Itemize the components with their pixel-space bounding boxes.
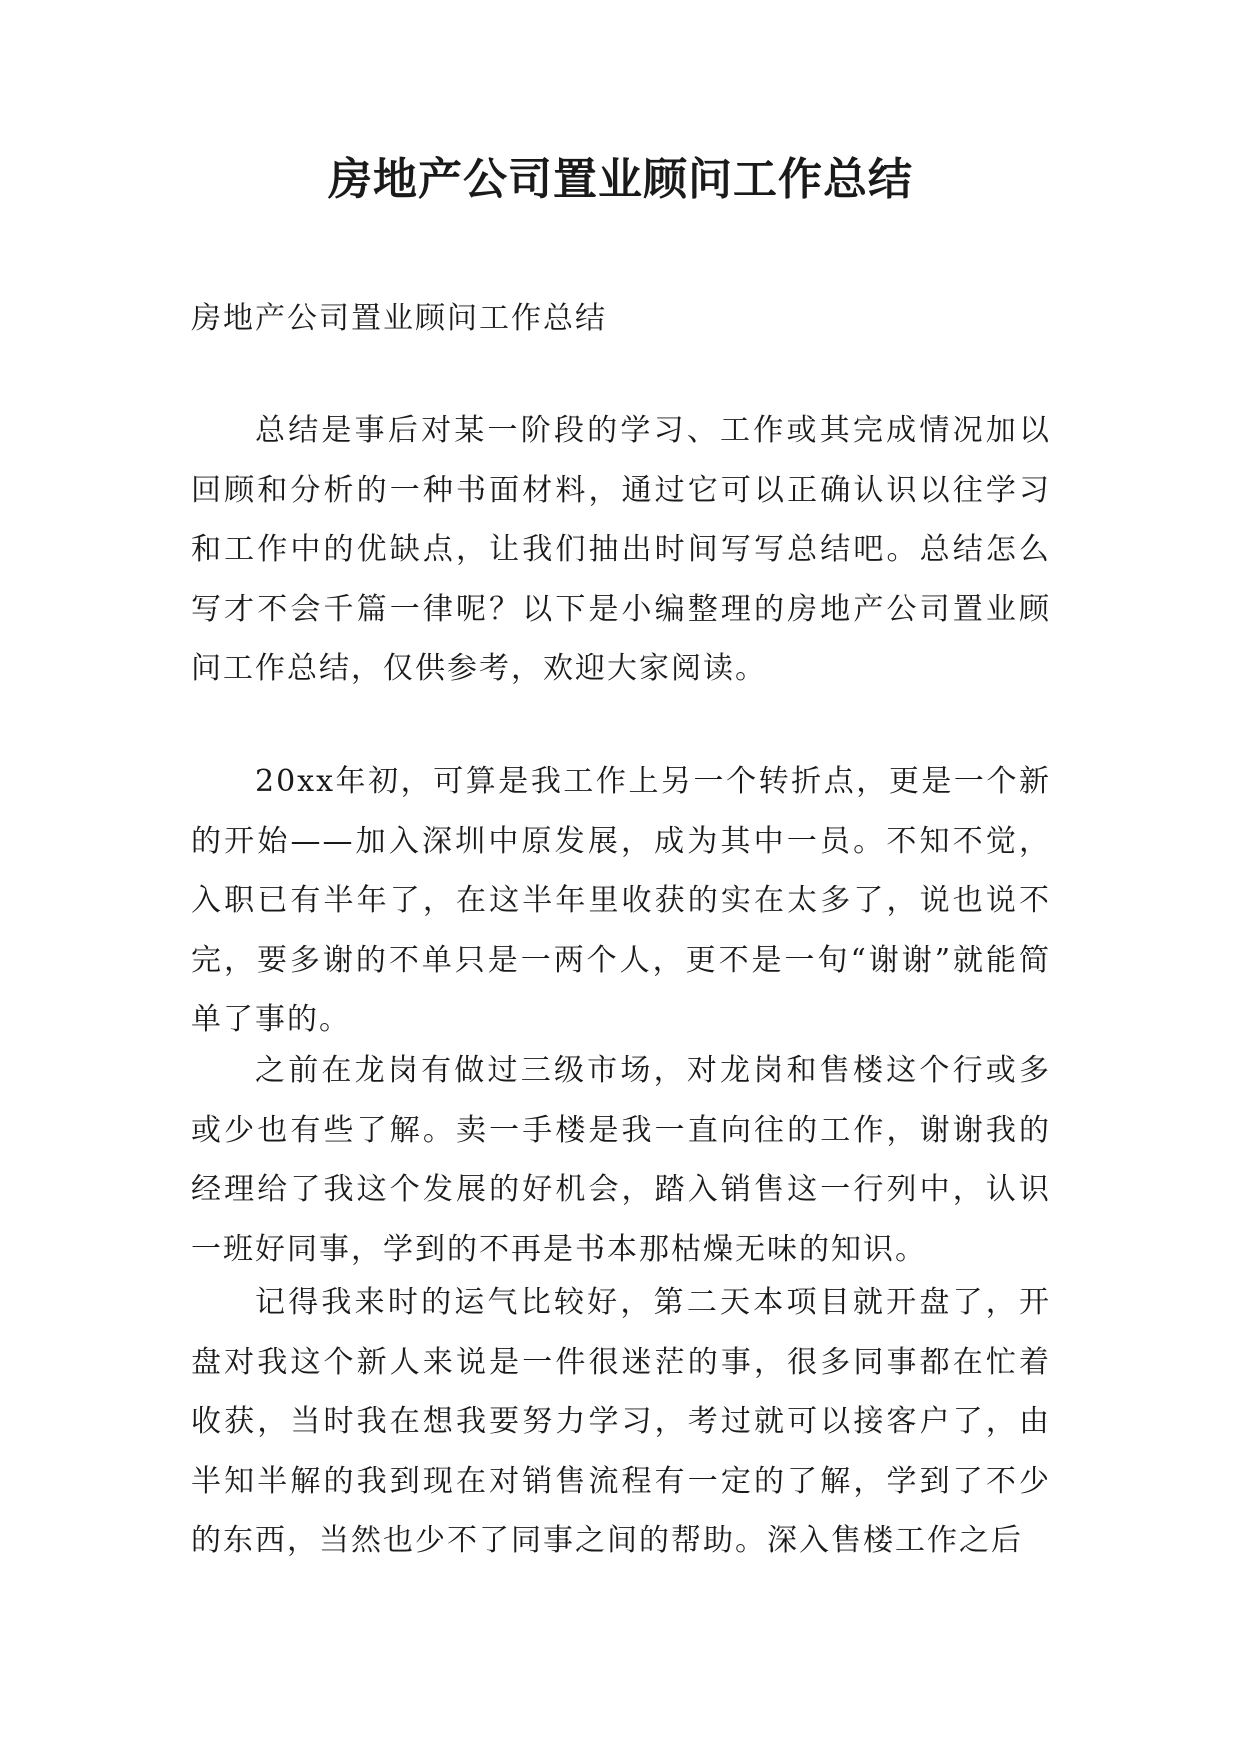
document-subtitle: 房地产公司置业顾问工作总结 xyxy=(191,301,607,336)
paragraph-intro: 总结是事后对某一阶段的学习、工作或其完成情况加以回顾和分析的一种书面材料，通过它可以正确认识以往学习和工作中的优缺点，让我们抽出时间写写总结吧。总结怎么写才不会千篇一律呢？以下是小编整理的房地产公司置业顾问工作总结，仅供参考，欢迎大家阅读。 xyxy=(191,413,1051,686)
document-title: 房地产公司置业顾问工作总结 xyxy=(328,154,913,205)
paragraph-background: 之前在龙岗有做过三级市场，对龙岗和售楼这个行或多或少也有些了解。卖一手楼是我一直向往的工作，谢谢我的经理给了我这个发展的好机会，踏入销售这一行列中，认识一班好同事，学到的不再是书本那枯燥无味的知识。 xyxy=(191,1053,1051,1267)
paragraph-opening-day: 记得我来时的运气比较好，第二天本项目就开盘了，开盘对我这个新人来说是一件很迷茫的事，很多同事都在忙着收获，当时我在想我要努力学习，考过就可以接客户了，由半知半解的我到现在对销售流程有一定的了解，学到了不少的东西，当然也少不了同事之间的帮助。深入售楼工作之后 xyxy=(191,1285,1051,1558)
paragraph-beginning: 20xx年初，可算是我工作上另一个转折点，更是一个新的开始——加入深圳中原发展，成为其中一员。不知不觉，入职已有半年了，在这半年里收获的实在太多了，说也说不完，要多谢的不单只是一两个人，更不是一句“谢谢”就能简单了事的。 xyxy=(191,764,1051,1037)
